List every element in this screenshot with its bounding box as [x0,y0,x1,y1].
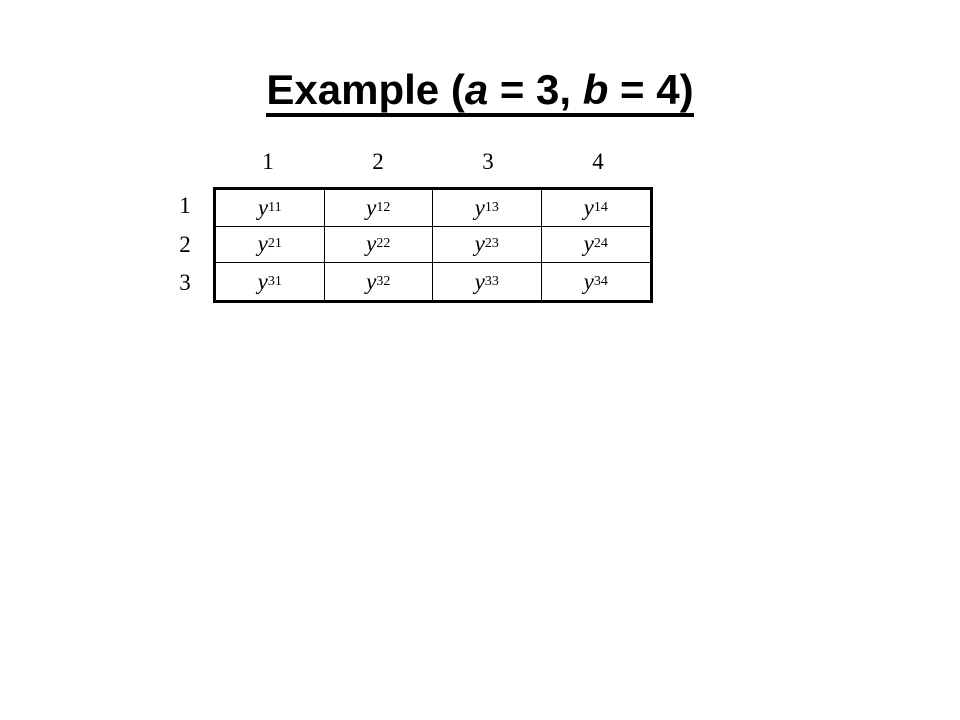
row-header: 2 [179,231,191,257]
grid-cell: y 14 [542,190,651,227]
row-header: 3 [179,270,191,296]
cell-variable: y [366,231,377,257]
row-headers [170,187,200,303]
cell-variable: y [366,268,377,294]
title-var-a: a [464,66,489,113]
grid-cell: y 23 [433,227,542,264]
column-header: 4 [592,149,604,174]
column-headers [213,146,653,178]
cell-variable: y [583,231,594,257]
title-prefix: Example ( [266,66,465,113]
cell-variable: y [583,268,594,294]
grid-cell: y 22 [325,227,434,264]
data-grid [213,187,653,303]
grid-cell: y 11 [216,190,325,227]
cell-variable: y [474,268,485,294]
grid-cell: y 13 [433,190,542,227]
grid-cell: y 32 [325,263,434,300]
cell-variable: y [583,194,594,220]
title-eq-b: = 4) [608,66,694,113]
column-header: 3 [482,149,494,174]
cell-variable: y [257,194,269,220]
grid-cell: y 33 [433,263,542,300]
cell-variable: y [366,194,377,220]
title-eq-a: = 3, [488,66,583,113]
grid-cell: y 21 [216,227,325,264]
title-var-b: b [582,66,609,113]
grid-cell: y 34 [583,268,608,294]
cell-variable: y [257,231,268,257]
row-header: 1 [179,193,191,218]
cell-variable: y [474,231,485,257]
grid-cell: y 24 [542,227,651,264]
slide-title-text [266,67,693,117]
cell-variable: y [474,194,485,220]
column-header: 2 [372,149,384,174]
grid-cell: y 12 [325,190,434,227]
slide-title [0,60,960,120]
cell-variable: y [257,268,268,294]
grid-cell: y 31 [216,263,325,300]
column-header: 1 [262,149,274,174]
